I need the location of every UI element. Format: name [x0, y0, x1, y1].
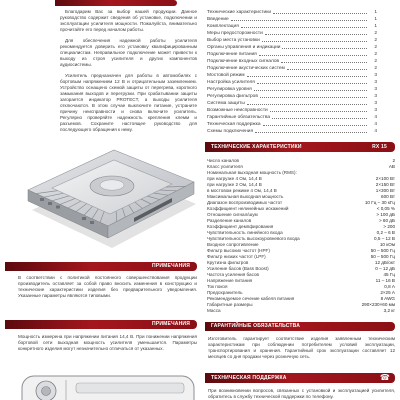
spec-label: при нагрузке 4 Ом, 14,4 В: [207, 176, 262, 181]
warranty-header: [205, 322, 395, 331]
intro-text: [60, 9, 197, 137]
intro-paragraph: Усилитель предназначен для работы в автомобилях с бортовым напряжением 12 В и отрицательным заземлением. Устройство оснащено схемой защиты от перегрева, короткого замыкания выходов и перегрузки. При срабатывании защиты загорается индикатор PROTECT, а выходы усилителя отключаются. В этом случае выключите питание, устраните причину неисправности и снова включите усилитель. Регулярно проверяйте надежность крепления клемм и разъемов. Сохраните настоящее руководство для последующего обращения к нему.: [60, 73, 197, 132]
device-panel: [76, 383, 184, 393]
spec-value: 12 дБ/окт: [374, 260, 395, 265]
spec-label: Ток покоя: [207, 284, 228, 289]
spec-label: Рекомендуемое сечение кабеля питания: [207, 296, 295, 301]
spec-label: Входное сопротивление: [207, 242, 259, 247]
toc-item-page: 3: [374, 94, 377, 99]
spec-label: Класс усилителя: [207, 164, 243, 169]
spec-value: 2: [392, 158, 395, 163]
toc-dot-leader: [270, 111, 367, 112]
spec-value: 10 кОм: [379, 242, 395, 247]
toc-dot-leader: [257, 83, 367, 84]
toc-dot-leader: [231, 20, 367, 21]
toc-dot-leader: [262, 41, 367, 42]
spec-value: 0 – 12 дБ: [375, 266, 395, 271]
toc-item: [207, 9, 377, 16]
toc-item-label: Техническая поддержка: [207, 122, 261, 127]
toc-item: [207, 114, 377, 121]
spec-label: при нагрузке 2 Ом, 14,4 В: [207, 182, 262, 187]
toc-dot-leader: [273, 13, 367, 14]
toc-item-label: Гарантийные обязательства: [207, 115, 271, 120]
toc-item: [207, 72, 377, 79]
spec-value: AB: [388, 164, 395, 169]
toc-dot-leader: [272, 118, 367, 119]
toc-item-page: 3: [374, 73, 377, 78]
toc-item: [207, 107, 377, 114]
warranty-text: Изготовитель гарантирует соответствие изделия заявленным техническим характеристикам при соблюдении потребителем условий эксплуатации, транспортирования и хранения. Гарантийный срок эксплуатации составляет 12 месяцев со дня продажи через розничную сеть.: [208, 336, 395, 359]
specs-model: RX 15: [372, 144, 387, 150]
toc-dot-leader: [282, 48, 367, 49]
toc-item: [207, 58, 377, 65]
spec-label: Частота усиления басов: [207, 272, 259, 277]
spec-label: Крутизна фильтров: [207, 260, 249, 265]
spec-label: Предохранитель: [207, 290, 243, 295]
toc-item: [207, 30, 377, 37]
spec-label: Фильтр высоких частот (HPF): [207, 248, 270, 253]
toc-item-label: Подключение питания: [207, 52, 257, 57]
spec-value: > 100 дБ: [376, 212, 395, 217]
spec-value: 1×300 Вт: [375, 188, 395, 193]
notes-header-2: [5, 320, 197, 329]
toc-item-page: 2: [374, 66, 377, 71]
notes-text-2: Мощность измерена при напряжении питания 14,4 В. При понижении напряжения бортовой сети выходная мощность усилителя уменьшается. Параметры конкретного изделия могут незначительно отличаться от указанных.: [18, 334, 197, 351]
spec-value: 2×100 Вт: [375, 176, 395, 181]
spec-label: Максимальная выходная мощность: [207, 194, 284, 199]
toc-dot-leader: [260, 97, 367, 98]
notes-title-2: ПРИМЕЧАНИЯ: [152, 321, 190, 327]
toc-dot-leader: [287, 69, 367, 70]
toc-dot-leader: [241, 27, 367, 28]
toc-item-label: Система защиты: [207, 101, 245, 106]
toc-dot-leader: [259, 55, 367, 56]
spec-value: 600 Вт: [381, 194, 395, 199]
spec-label: Коэффициент демпфирования: [207, 224, 274, 229]
spec-value: 50 – 500 Гц: [370, 248, 395, 253]
toc-item: [207, 16, 377, 23]
toc-item-page: 4: [374, 129, 377, 134]
amplifier-illustration: [22, 138, 198, 252]
toc-dot-leader: [247, 76, 367, 77]
terminal: [40, 198, 44, 201]
toc-item-page: 3: [374, 101, 377, 106]
intro-paragraph: Благодарим Вас за выбор нашей продукции. Данное руководство содержит сведения об установке, подключении и эксплуатации усилителя мощности. Пожалуйста, внимательно прочитайте его перед началом работы.: [60, 9, 197, 32]
spec-label: Габаритные размеры: [207, 302, 253, 307]
toc-item: [207, 65, 377, 72]
table-of-contents: [207, 9, 377, 137]
toc-item-page: 2: [374, 38, 377, 43]
spec-label: в мостовом режиме 4 Ом, 14,4 В: [207, 188, 277, 193]
toc-item: [207, 121, 377, 128]
toc-item-label: Регулировка уровня: [207, 87, 252, 92]
device-knob-center: [42, 387, 51, 396]
spec-label: Усиление басов (Bass Boost): [207, 266, 269, 271]
spec-label: Фильтр низких частот (LPF): [207, 254, 266, 259]
toc-item-page: 2: [374, 59, 377, 64]
top-section-header-strip: [55, 0, 177, 6]
toc-item-label: Настройка усилителя: [207, 80, 255, 85]
toc-item-label: Введение: [207, 17, 229, 22]
notes-text-1: В соответствии с политикой постоянного совершенствования продукции производитель оставляет за собой право вносить изменения в конструкцию и технические характеристики изделия без предварительного уведомления. Указанные параметры являются типовыми.: [18, 275, 197, 298]
spec-value: 50 – 500 Гц: [370, 254, 395, 259]
toc-dot-leader: [255, 132, 367, 133]
terminal: [82, 217, 86, 220]
toc-item-page: 2: [374, 52, 377, 57]
toc-item-label: Схемы подключения: [207, 129, 254, 134]
toc-item-label: Регулировка фильтров: [207, 94, 258, 99]
specs-title: ТЕХНИЧЕСКИЕ ХАРАКТЕРИСТИКИ: [211, 144, 302, 150]
toc-item: [207, 51, 377, 58]
toc-item-label: Органы управления и индикации: [207, 45, 281, 50]
support-text: При возникновении вопросов, связанных с установкой и эксплуатацией усилителя, обратитесь в службу технической поддержки по телефону.: [208, 388, 395, 399]
spec-value: > 200: [383, 224, 395, 229]
toc-item: [207, 23, 377, 30]
spec-value: 290×230×60 мм: [361, 302, 395, 307]
specs-table: [207, 158, 395, 316]
spec-value: 3,2 кг: [383, 308, 395, 313]
spec-label: Число каналов: [207, 158, 239, 163]
toc-item-page: 1: [374, 24, 377, 29]
amplifier-center-emblem-inner: [100, 180, 124, 190]
toc-item: [207, 100, 377, 107]
toc-item-label: Меры предосторожности: [207, 31, 263, 36]
toc-item-page: 2: [374, 31, 377, 36]
support-title: ТЕХНИЧЕСКАЯ ПОДДЕРЖКА: [211, 375, 287, 381]
toc-item-page: 3: [374, 108, 377, 113]
toc-item: [207, 86, 377, 93]
spec-label: Масса: [207, 308, 221, 313]
spec-value: < 0,05 %: [376, 206, 395, 211]
spec-value: 0,5 – 12 В: [374, 236, 395, 241]
toc-item-page: 4: [374, 115, 377, 120]
spec-value: 45 Гц: [383, 272, 395, 277]
spec-label: Разделение каналов: [207, 218, 252, 223]
spec-value: 0,2 – 6 В: [376, 230, 395, 235]
toc-item-label: Мостовой режим: [207, 73, 245, 78]
warranty-title: ГАРАНТИЙНЫЕ ОБЯЗАТЕЛЬСТВА: [211, 323, 301, 329]
device-illustration: [18, 372, 198, 400]
toc-item: [207, 79, 377, 86]
toc-item-page: 3: [374, 80, 377, 85]
toc-item-label: Возможные неисправности: [207, 108, 268, 113]
spec-value: 0,8 А: [384, 284, 395, 289]
terminal: [48, 202, 52, 205]
toc-dot-leader: [281, 62, 367, 63]
spec-label: Чувствительность высокоуровневого входа: [207, 236, 300, 241]
toc-item: [207, 37, 377, 44]
spec-value: 2×150 Вт: [375, 182, 395, 187]
toc-item: [207, 44, 377, 51]
spec-label: Диапазон воспроизводимых частот: [207, 200, 283, 205]
toc-item-page: 1: [374, 17, 377, 22]
spec-value: 2×25 А: [380, 290, 395, 295]
toc-item-label: Комплектация: [207, 24, 239, 29]
toc-dot-leader: [254, 90, 367, 91]
toc-dot-leader: [247, 104, 367, 105]
terminal: [56, 206, 60, 209]
notes-header-1: [5, 262, 197, 271]
spec-value: 8 AWG: [380, 296, 395, 301]
specs-header: [205, 142, 395, 152]
toc-item: [207, 93, 377, 100]
spec-label: Коэффициент нелинейных искажений: [207, 206, 289, 211]
spec-label: Чувствительность линейного входа: [207, 230, 283, 235]
spec-row: [207, 308, 395, 314]
spec-label: Напряжение питания: [207, 278, 253, 283]
toc-item: [207, 128, 377, 135]
toc-dot-leader: [265, 34, 367, 35]
toc-item-page: 3: [374, 87, 377, 92]
toc-item-page: 1: [374, 10, 377, 15]
toc-item-label: Подключение акустических систем: [207, 66, 285, 71]
phone-icon: ☎: [379, 373, 390, 382]
spec-value: > 60 дБ: [378, 218, 395, 223]
toc-item-label: Технические характеристики: [207, 10, 272, 15]
spec-value: 11 – 16 В: [375, 278, 395, 283]
toc-item-page: 4: [374, 122, 377, 127]
intro-paragraph: Для обеспечения надежной работы усилителя рекомендуется доверить его установку квалифицированным специалистам. Неправильное подключение может привести к выходу из строя усилителя и других компонентов аудиосистемы.: [60, 38, 197, 67]
notes-title-1: ПРИМЕЧАНИЯ: [152, 263, 190, 269]
terminal: [90, 221, 94, 224]
spec-value: 10 Гц – 30 кГц: [364, 200, 395, 205]
toc-item-page: 2: [374, 45, 377, 50]
toc-item-label: Подключение входных сигналов: [207, 59, 280, 64]
support-header: [205, 373, 395, 383]
spec-label: Отношение сигнал/шум: [207, 212, 258, 217]
spec-label: Номинальная выходная мощность (RMS):: [207, 170, 297, 175]
toc-dot-leader: [263, 125, 368, 126]
toc-item-label: Выбор места установки: [207, 38, 260, 43]
